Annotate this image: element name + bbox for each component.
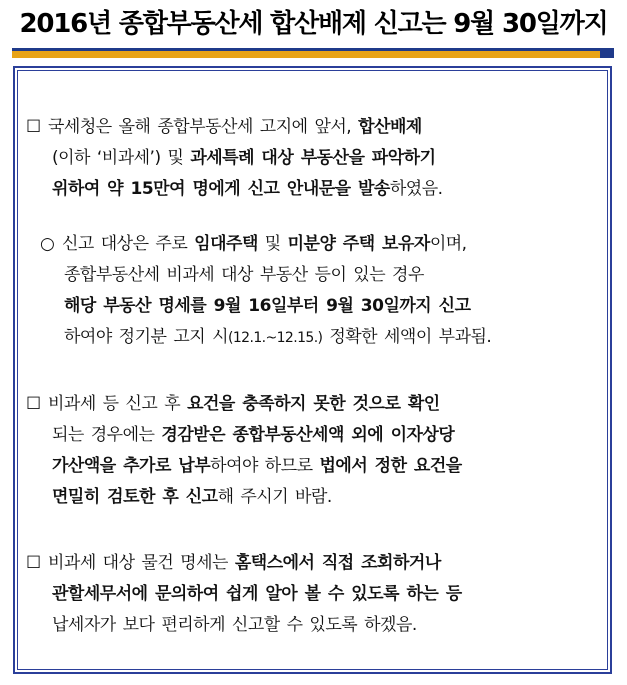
- section-2: [26, 229, 606, 354]
- section-4-line-2: 관할세무서에 문의하여 쉽게 알아 볼 수 있도록 하는 등: [52, 584, 462, 604]
- section-1-line-2: (이하 ‘비과세’) 및 과세특례 대상 부동산을 파악하기: [52, 148, 436, 168]
- page-title: 2016년 종합부동산세 합산배제 신고는 9월 30일까지: [19, 9, 608, 39]
- section-3: [26, 389, 606, 513]
- section-1-line-3: 위하여 약 15만여 명에게 신고 안내문을 발송하였음.: [52, 179, 443, 199]
- section-4-line-1: ☐ 비과세 대상 물건 명세는 홈택스에서 직접 조회하거나: [26, 548, 606, 579]
- section-1: [26, 112, 606, 205]
- section-3-line-1: ☐ 비과세 등 신고 후 요건을 충족하지 못한 것으로 확인: [26, 389, 606, 420]
- title-underline-gold: [12, 51, 614, 58]
- checkbox-square-icon: ☐: [26, 394, 41, 414]
- section-2-line-4: 하여야 정기분 고지 시(12.1.~12.15.) 정확한 세액이 부과됨.: [64, 327, 492, 347]
- bullet-circle-icon: ○: [40, 234, 55, 254]
- section-2-line-3: 해당 부동산 명세를 9월 16일부터 9월 30일까지 신고: [64, 296, 471, 316]
- section-4-line-3: 납세자가 보다 편리하게 신고할 수 있도록 하겠음.: [52, 615, 417, 635]
- title-underline-end: [600, 51, 614, 58]
- section-3-line-3: 가산액을 추가로 납부하여야 하므로 법에서 정한 요건을: [52, 456, 462, 476]
- section-2-line-2: 종합부동산세 비과세 대상 부동산 등이 있는 경우: [64, 265, 424, 285]
- section-2-line-1: ○ 신고 대상은 주로 임대주택 및 미분양 주택 보유자이며,: [26, 229, 606, 260]
- checkbox-square-icon: ☐: [26, 117, 41, 137]
- section-1-line-1: ☐ 국세청은 올해 종합부동산세 고지에 앞서, 합산배제: [26, 112, 606, 143]
- section-3-line-4: 면밀히 검토한 후 신고해 주시기 바람.: [52, 487, 332, 507]
- checkbox-square-icon: ☐: [26, 553, 41, 573]
- section-3-line-2: 되는 경우에는 경감받은 종합부동산세액 외에 이자상당: [52, 425, 455, 445]
- section-4: [26, 548, 606, 641]
